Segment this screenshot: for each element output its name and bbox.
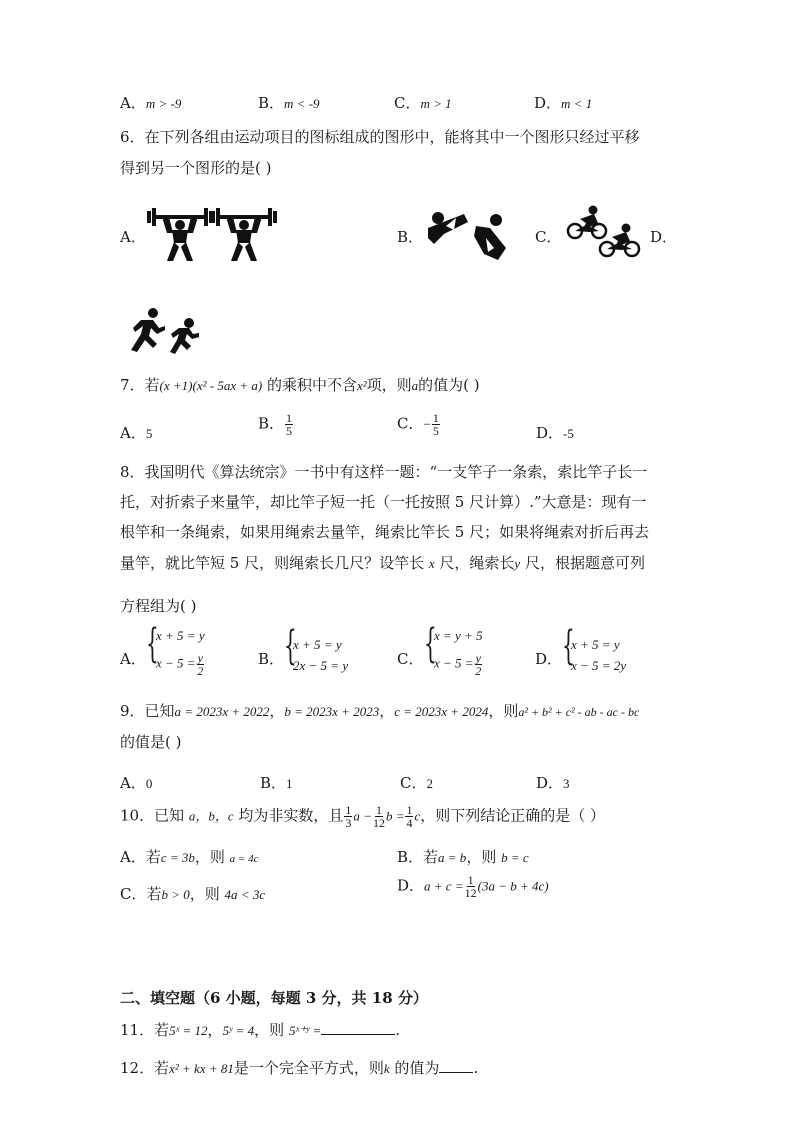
option-label: D． bbox=[397, 876, 425, 895]
q12-prefix: 12．若 bbox=[120, 1059, 170, 1077]
q6-option-b-label: B． bbox=[397, 228, 424, 246]
numerator: 1 bbox=[286, 411, 293, 425]
numerator: 1 bbox=[432, 411, 439, 425]
q8-stem-line4 bbox=[120, 552, 645, 573]
numerator: 1 bbox=[406, 803, 413, 817]
numerator: y bbox=[475, 651, 481, 665]
fraction bbox=[344, 804, 352, 829]
q8-stem-line1: 8．我国明代《算法统宗》一书中有这样一题：“一支竿子一条索，索比竿子长一 bbox=[120, 463, 648, 481]
q9-option-d bbox=[536, 772, 570, 793]
q9-then: ，则 bbox=[488, 702, 519, 720]
fraction bbox=[405, 804, 413, 829]
q5-option-c bbox=[394, 92, 452, 113]
condition: a = b bbox=[438, 850, 467, 865]
fraction bbox=[465, 874, 477, 899]
option-expr: m > 1 bbox=[420, 96, 452, 111]
denominator: 5 bbox=[432, 424, 439, 438]
option-label: A．若 bbox=[120, 848, 161, 866]
q5-option-b bbox=[258, 92, 320, 113]
q8-stem-line5: 方程组为( ) bbox=[120, 597, 197, 615]
q12-stem bbox=[120, 1057, 478, 1078]
q8-line4b: 尺，绳索长 bbox=[434, 554, 515, 572]
q8-d-eq2: x − 5 = 2y bbox=[571, 658, 627, 673]
q6-option-d-label: D． bbox=[650, 228, 678, 246]
q8-var-x: x bbox=[428, 556, 435, 571]
q7-option-c bbox=[397, 412, 441, 437]
denominator: 2 bbox=[475, 664, 482, 678]
q9-expr: a² + b² + c² - ab - ac - bc bbox=[518, 705, 640, 719]
q7-var-a: a bbox=[411, 378, 419, 393]
q8-option-a-label: A． bbox=[120, 650, 146, 668]
q6-stem-line2: 得到另一个图形的是( ) bbox=[120, 159, 272, 177]
q11-expr: 5ˣ⁺ʸ = bbox=[288, 1023, 322, 1038]
q8-d-eq1: x + 5 = y bbox=[571, 637, 620, 652]
fraction bbox=[285, 412, 293, 437]
q7-prefix: 7．若 bbox=[120, 376, 160, 394]
numerator: 1 bbox=[345, 803, 352, 817]
q8-option-c-label: C． bbox=[397, 650, 424, 668]
eq-left: x − 5 = bbox=[434, 655, 474, 671]
q11-then: ，则 bbox=[254, 1021, 289, 1039]
q7-expr: (x +1)(x² - 5ax + a) bbox=[159, 378, 263, 393]
q8-line4c: 尺，根据题意可列 bbox=[520, 554, 645, 572]
q6-option-c-label: C． bbox=[535, 228, 562, 246]
q7-option-a bbox=[120, 422, 152, 443]
q11-sep: ， bbox=[207, 1021, 223, 1039]
q10-vars: a，b，c bbox=[188, 808, 234, 824]
result: 4a < 3c bbox=[224, 887, 266, 902]
option-label: C． bbox=[394, 94, 421, 112]
section-title: 二、填空题（6 小题，每题 3 分，共 18 分） bbox=[120, 989, 428, 1007]
q8-var-y: y bbox=[514, 556, 521, 571]
q7-option-d bbox=[536, 422, 574, 443]
term: c bbox=[414, 808, 421, 824]
option-expr: m < 1 bbox=[561, 96, 593, 111]
q8-option-d-label: D． bbox=[535, 650, 563, 668]
q8-a-eq2 bbox=[156, 652, 205, 677]
q7-x2: x² bbox=[356, 378, 367, 393]
q10-prefix: 10．已知 bbox=[120, 806, 189, 825]
q10-suffix: ，则下列结论正确的是（ ） bbox=[420, 806, 606, 825]
term: b = bbox=[385, 808, 405, 824]
q6-stem-line1: 6．在下列各组由运动项目的图标组成的图形中，能将其中一个图形只经过平移 bbox=[120, 128, 640, 146]
weightlifter-icon bbox=[145, 203, 277, 263]
option-label: A． bbox=[120, 94, 146, 112]
option-label: A． bbox=[120, 424, 146, 442]
q8-option-b-label: B． bbox=[258, 650, 285, 668]
denominator: 4 bbox=[406, 816, 413, 830]
denominator: 5 bbox=[286, 424, 293, 438]
option-label: D． bbox=[536, 774, 564, 792]
eq-left: a + c = bbox=[424, 878, 464, 894]
q9-stem-line2: 的值是( ) bbox=[120, 733, 182, 751]
q7-stem bbox=[120, 374, 480, 395]
brace-icon: { bbox=[284, 623, 297, 669]
condition: b > 0 bbox=[161, 887, 190, 902]
q8-c-eq1: x = y + 5 bbox=[434, 628, 483, 643]
q7-suffix1: 项，则 bbox=[366, 376, 412, 394]
fraction bbox=[373, 804, 385, 829]
numerator: 1 bbox=[375, 803, 382, 817]
fraction bbox=[475, 652, 482, 677]
then: ，则 bbox=[189, 885, 225, 903]
fraction bbox=[432, 412, 440, 437]
q12-suffix: 的值为 bbox=[389, 1059, 440, 1077]
q5-option-d bbox=[534, 92, 592, 113]
then: ，则 bbox=[194, 848, 230, 866]
runner-icon bbox=[119, 306, 203, 356]
option-label: C．若 bbox=[120, 885, 162, 903]
q12-mid: 是一个完全平方式，则 bbox=[233, 1059, 384, 1077]
option-value: -5 bbox=[563, 426, 574, 441]
q12-var-k: k bbox=[383, 1061, 390, 1076]
q6-option-a-label: A． bbox=[120, 228, 146, 246]
q9-option-c bbox=[400, 772, 433, 793]
numerator: 1 bbox=[467, 873, 474, 887]
q10-option-b bbox=[397, 846, 529, 867]
q10-option-d bbox=[397, 874, 549, 899]
q8-c-eq2 bbox=[434, 652, 483, 677]
q5-option-a bbox=[120, 92, 181, 113]
answer-blank[interactable] bbox=[321, 1034, 395, 1035]
result: a = 4c bbox=[229, 853, 259, 865]
option-label: C． bbox=[400, 774, 427, 792]
option-expr: m > -9 bbox=[145, 96, 182, 111]
option-value: 0 bbox=[145, 776, 153, 791]
q9-b-def: b = 2023x + 2023 bbox=[284, 704, 380, 719]
brace-icon: { bbox=[146, 621, 159, 667]
numerator: y bbox=[197, 651, 203, 665]
option-label: D． bbox=[536, 424, 564, 442]
term: a − bbox=[353, 808, 372, 824]
brace-icon: { bbox=[424, 621, 437, 667]
q8-a-eq1: x + 5 = y bbox=[156, 628, 205, 643]
denominator: 2 bbox=[197, 664, 204, 678]
q9-a-def: a = 2023x + 2022 bbox=[174, 704, 270, 719]
swimmer-icon bbox=[424, 208, 510, 262]
q8-b-eq1: x + 5 = y bbox=[293, 637, 342, 652]
option-label: C． bbox=[397, 414, 424, 433]
option-value: 3 bbox=[563, 776, 570, 791]
option-label: B． bbox=[260, 774, 287, 792]
option-value: 1 bbox=[286, 776, 293, 791]
brace-icon: { bbox=[562, 623, 575, 669]
q9-option-a bbox=[120, 772, 152, 793]
q10-mid: 均为非实数，且 bbox=[233, 806, 344, 825]
q8-b-eq2: 2x − 5 = y bbox=[293, 658, 349, 673]
q7-option-b bbox=[258, 412, 294, 437]
q12-end: . bbox=[473, 1059, 479, 1077]
q9-prefix: 9．已知 bbox=[120, 702, 175, 720]
option-label: B．若 bbox=[397, 848, 439, 866]
q11-condition2: 5ʸ = 4 bbox=[222, 1023, 255, 1038]
then: ，则 bbox=[466, 848, 502, 866]
q11-prefix: 11．若 bbox=[120, 1021, 170, 1039]
q10-option-c bbox=[120, 883, 265, 904]
q9-option-b bbox=[260, 772, 293, 793]
denominator: 12 bbox=[464, 886, 477, 900]
option-value: 5 bbox=[145, 426, 153, 441]
q12-expr: x² + kx + 81 bbox=[169, 1061, 234, 1076]
q10-stem bbox=[120, 804, 605, 829]
denominator: 12 bbox=[372, 816, 385, 830]
minus-sign: − bbox=[423, 416, 431, 432]
option-value: 2 bbox=[426, 776, 433, 791]
q8-stem-line2: 托，对折索子来量竿，却比竿子短一托（一托按照 5 尺计算）.”大意是：现有一 bbox=[120, 493, 647, 511]
q7-suffix2: 的值为( ) bbox=[418, 376, 480, 394]
q10-option-a bbox=[120, 846, 258, 867]
q11-condition1: 5ˣ = 12 bbox=[169, 1023, 208, 1038]
eq-right: (3a − b + 4c) bbox=[477, 878, 549, 894]
q9-c-def: c = 2023x + 2024 bbox=[394, 704, 489, 719]
denominator: 3 bbox=[345, 816, 352, 830]
option-label: D． bbox=[534, 94, 562, 112]
option-label: B． bbox=[258, 94, 285, 112]
condition: c = 3b bbox=[160, 850, 195, 865]
q11-stem bbox=[120, 1019, 400, 1040]
q8-stem-line3: 根竿和一条绳索，如果用绳索去量竿，绳索比竿长 5 尺；如果将绳索对折后再去 bbox=[120, 523, 650, 541]
option-label: A． bbox=[120, 774, 146, 792]
q7-middle: 的乘积中不含 bbox=[262, 376, 357, 394]
option-label: B． bbox=[258, 414, 285, 433]
q8-line4a: 量竿，就比竿短 5 尺，则绳索长几尺？设竿长 bbox=[120, 554, 429, 572]
answer-blank[interactable] bbox=[439, 1072, 473, 1073]
cyclist-icon bbox=[566, 205, 644, 259]
eq-left: x − 5 = bbox=[156, 655, 196, 671]
q9-stem: 9．已知a = 2023x + 2022，b = 2023x + 2023，c = 2023x + 2024，则a² + b² + c² - ab - ac - bc bbox=[120, 702, 640, 720]
fraction bbox=[197, 652, 204, 677]
result: b = c bbox=[501, 850, 529, 865]
q11-end: . bbox=[395, 1021, 401, 1039]
option-expr: m < -9 bbox=[284, 96, 320, 111]
